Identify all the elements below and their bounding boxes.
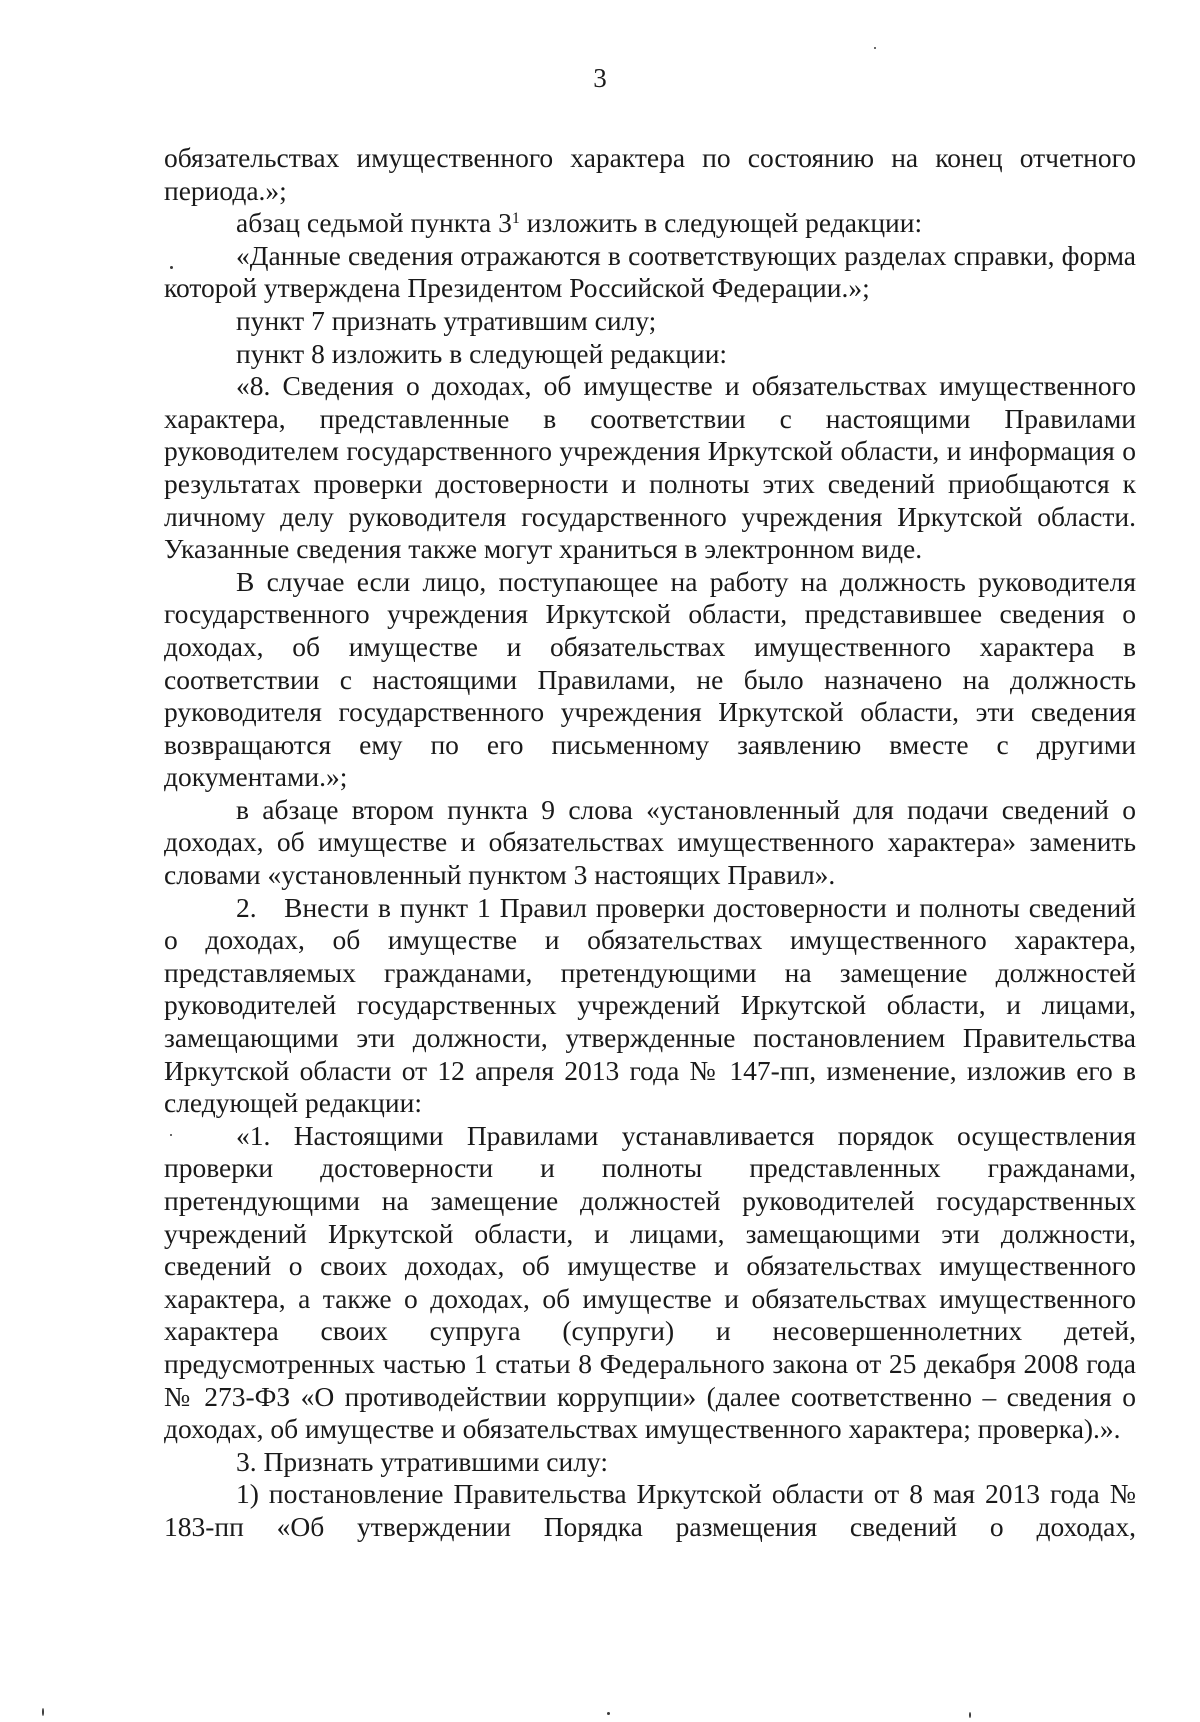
scan-speck (170, 1134, 172, 1136)
paragraph-clause-7: пункт 7 признать утратившим силу; (236, 304, 657, 336)
paragraph-section-3: 3. Признать утратившими силу: (236, 1445, 608, 1477)
scan-speck (874, 47, 876, 49)
paragraph-quoted-rules: «1. Настоящими Правилами устанавливается порядок осуществления проверки достоверности и полноты представленных гражданами, претендующими на замещение должностей руководителей государственных учреждений Иркутской области, и лицами, замещающими эти должности, сведений о своих доходах, об имуществе и обязательствах имущественного характера, а также о доходах, об имуществе и обязательствах имущественного характера своих супруга (супруги) и несовершеннолетних детей, предусмотренных частью 1 статьи 8 Федерального закона от 25 декабря 2008 года № 273-ФЗ «О противодействии коррупции» (далее соответственно – сведения о доходах, об имуществе и обязательствах имущественного характера; проверка).». (164, 1119, 1136, 1445)
paragraph-returned-documents: В случае если лицо, поступающее на работу на должность руководителя государственного учреждения Иркутской области, представившее сведения о доходах, об имуществе и обязательствах имущественного характера в соответствии с настоящими Правилами, не было назначено на должность руководителя государственного учреждения Иркутской области, эти сведения возвращаются ему по его письменному заявлению вместе с другими документами.»; (164, 565, 1136, 793)
paragraph-text-end: изложить в следующей редакции: (519, 207, 923, 239)
paragraph-text-start: абзац седьмой пункта 3 (236, 207, 512, 239)
document-body (164, 142, 1136, 1544)
paragraph-amend-clause-3-1 (164, 207, 1136, 240)
superscript-index: 1 (511, 210, 520, 228)
scan-speck (969, 1712, 971, 1718)
paragraph-continuation: обязательствах имущественного характера по состоянию на конец отчетного периода.»; (164, 142, 1136, 206)
scan-speck (170, 266, 173, 269)
scan-speck (607, 1712, 610, 1715)
paragraph-clause-8-intro: пункт 8 изложить в следующей редакции: (236, 337, 728, 369)
paragraph-clause-8-text: «8. Сведения о доходах, об имуществе и обязательствах имущественного характера, представленные в соответствии с настоящими Правилами руководителем государственного учреждения Иркутской области, и информация о результатах проверки достоверности и полноты этих сведений приобщаются к личному делу руководителя государственного учреждения Иркутской области. Указанные сведения также могут храниться в электронном виде. (164, 370, 1136, 565)
paragraph-clause-9: в абзаце втором пункта 9 слова «установленный для подачи сведений о доходах, об имуществе и обязательствах имущественного характера» заменить словами «установленный пунктом 3 настоящих Правил». (164, 793, 1136, 891)
paragraph-section-2: 2. Внести в пункт 1 Правил проверки достоверности и полноты сведений о доходах, об имуществе и обязательствах имущественного характера, представляемых гражданами, претендующими на замещение должностей руководителей государственных учреждений Иркутской области, и лицами, замещающими эти должности, утвержденные постановлением Правительства Иркутской области от 12 апреля 2013 года № 147-пп, изменение, изложив его в следующей редакции: (164, 891, 1136, 1119)
paragraph-section-3-item-1: 1) постановление Правительства Иркутской области от 8 мая 2013 года № 183-пп «Об утверждении Порядка размещения сведений о доходах, (164, 1478, 1136, 1542)
page-number: 3 (593, 63, 607, 93)
paragraph-quoted-data: «Данные сведения отражаются в соответствующих разделах справки, форма которой утверждена Президентом Российской Федерации.»; (164, 239, 1136, 304)
scan-speck (42, 1708, 44, 1716)
